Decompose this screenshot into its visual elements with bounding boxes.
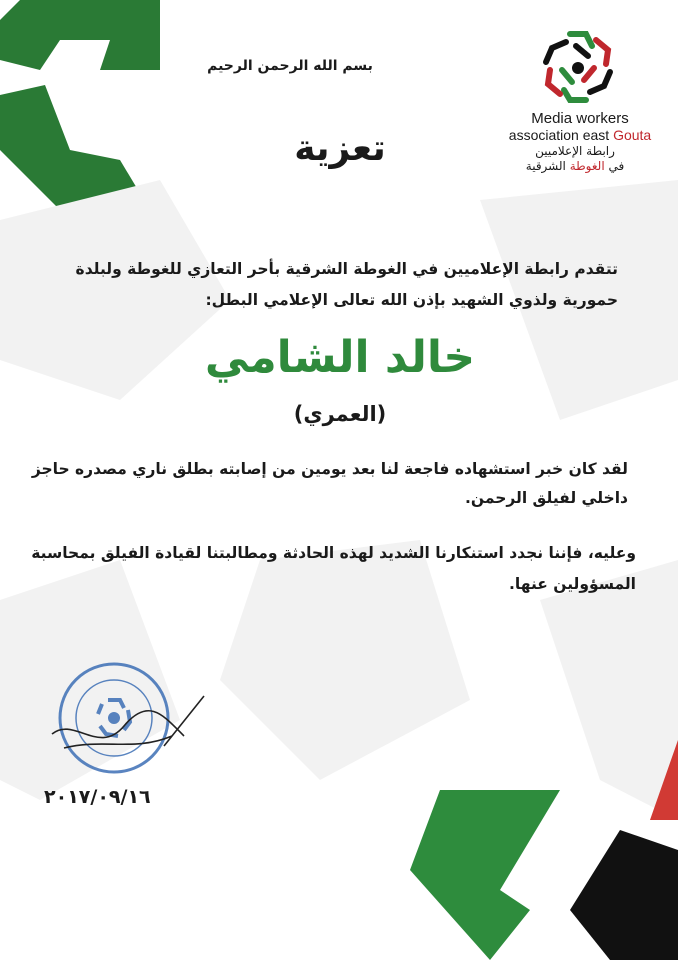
paragraph-2: وعليه، فإننا نجدد استنكارنا الشديد لهذه الحادثة ومطالبتنا لقيادة الفيلق بمحاسبة المسؤولين عنها. <box>31 544 636 593</box>
logo-text-english-1: Media workers <box>531 110 629 127</box>
official-stamp <box>44 656 214 780</box>
basmala: بسم الله الرحمن الرحيم <box>207 58 373 74</box>
intro-paragraph: تتقدم رابطة الإعلاميين في الغوطة الشرقية بأحر التعازي للغوطة ولبلدة حمورية ولذوي الشهيد بإذن الله تعالى الإعلامي البطل: <box>75 260 618 309</box>
logo-text-english-2-prefix: association east <box>508 127 614 143</box>
logo-text-arabic-2-prefix: في <box>604 159 625 173</box>
martyr-alias: (العمري) <box>293 402 387 426</box>
document-title: تعزية <box>294 128 386 169</box>
paragraph-1: لقد كان خبر استشهاده فاجعة لنا بعد يومين من إصابته بطلق ناري مصدره حاجز داخلي لفيلق الرحمن. <box>31 460 628 507</box>
document-date: ٢٠١٧/٠٩/١٦ <box>44 786 151 808</box>
logo-text-english-2-highlight: Gouta <box>613 127 652 143</box>
logo-icon <box>508 22 648 112</box>
bottom-right-shapes <box>400 740 678 960</box>
logo-text-english-2 <box>505 127 655 143</box>
logo-text-arabic-2-suffix: الشرقية <box>525 159 570 173</box>
logo-text-arabic-1: رابطة الإعلاميين <box>535 144 615 158</box>
logo-text-arabic-2-highlight: الغوطة <box>569 159 605 173</box>
martyr-name: خالد الشامي <box>204 332 476 383</box>
top-left-green-shape <box>0 0 170 210</box>
logo-text-arabic-2 <box>520 159 630 173</box>
